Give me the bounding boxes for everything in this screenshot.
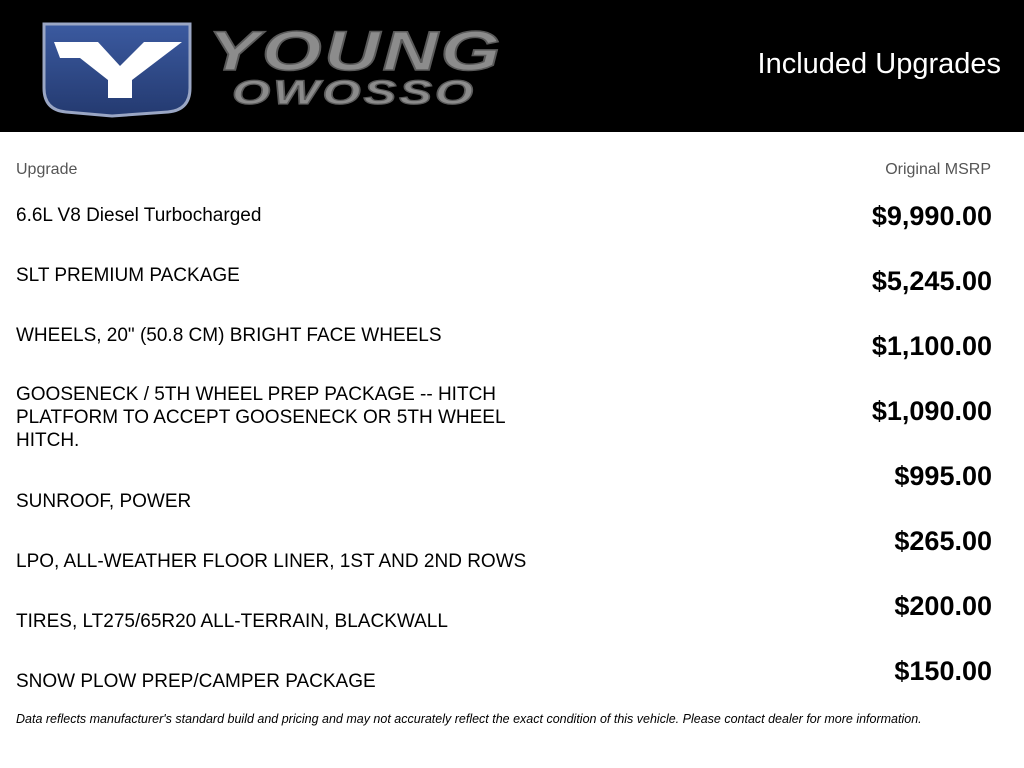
upgrade-name: SNOW PLOW PREP/CAMPER PACKAGE — [16, 671, 376, 692]
page-title: Included Upgrades — [757, 48, 1001, 80]
page-header — [0, 0, 1024, 132]
upgrade-name: 6.6L V8 Diesel Turbocharged — [16, 205, 262, 226]
upgrade-name: GOOSENECK / 5TH WHEEL PREP PACKAGE -- HITCH PLATFORM TO ACCEPT GOOSENECK OR 5TH WHEEL HITCH. — [16, 384, 505, 451]
column-header-msrp: Original MSRP — [885, 161, 991, 178]
upgrade-name: SLT PREMIUM PACKAGE — [16, 265, 240, 286]
upgrade-name: WHEELS, 20" (50.8 CM) BRIGHT FACE WHEELS — [16, 325, 442, 346]
upgrade-price: $995.00 — [894, 461, 992, 491]
upgrade-price: $1,090.00 — [871, 396, 992, 426]
upgrade-name: LPO, ALL-WEATHER FLOOR LINER, 1ST AND 2ND ROWS — [16, 551, 527, 572]
upgrade-price: $1,100.00 — [871, 331, 992, 361]
upgrade-price: $265.00 — [894, 526, 992, 556]
upgrade-price: $5,245.00 — [871, 266, 992, 296]
brand-line-2: OWOSSO — [232, 74, 476, 112]
disclaimer-text: Data reflects manufacturer's standard build and pricing and may not accurately reflect the exact condition of this vehicle. Please contact dealer for more information. — [16, 712, 922, 726]
upgrade-price: $9,990.00 — [871, 201, 992, 231]
upgrade-price: $200.00 — [894, 591, 992, 621]
column-header-upgrade: Upgrade — [16, 161, 78, 178]
upgrade-name: SUNROOF, POWER — [16, 491, 192, 512]
dealer-logo — [40, 18, 510, 118]
brand-line-1: YOUNG — [208, 19, 503, 82]
upgrade-name: TIRES, LT275/65R20 ALL-TERRAIN, BLACKWALL — [16, 611, 448, 632]
upgrade-price: $150.00 — [894, 656, 992, 686]
